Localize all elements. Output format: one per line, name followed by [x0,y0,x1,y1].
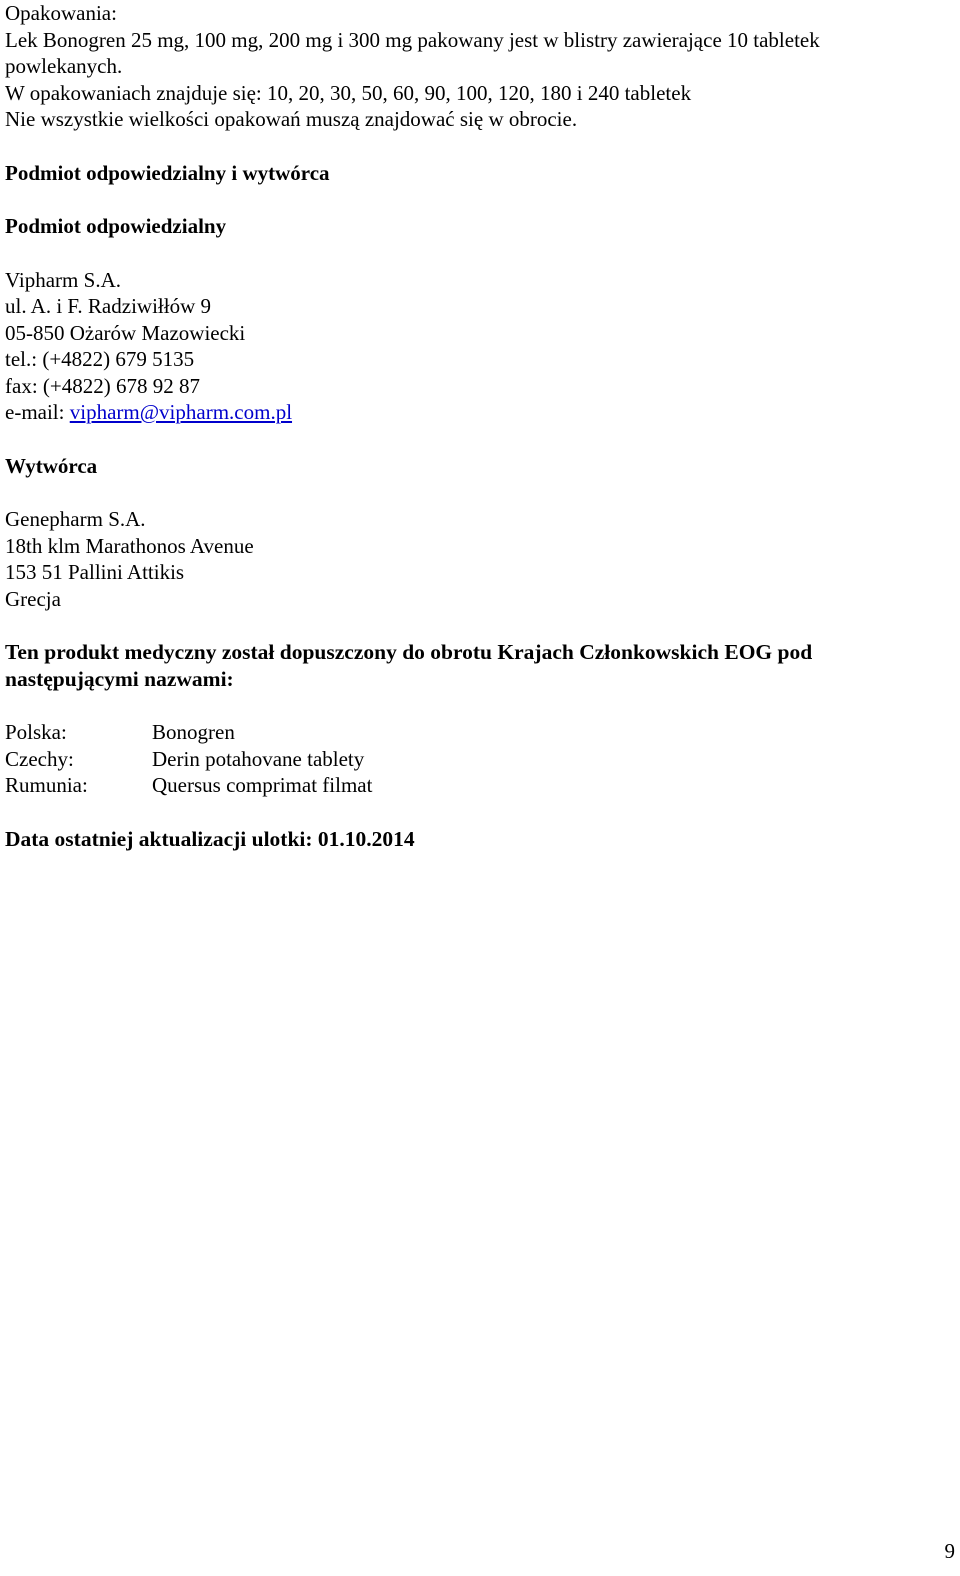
spacer [5,479,945,506]
packaging-line-1: Lek Bonogren 25 mg, 100 mg, 200 mg i 300 mg pakowany jest w blistry zawierające 10 tabletek [5,27,820,52]
spacer [5,426,945,453]
product-name-cell: Bonogren [152,720,235,744]
manufacturer-city: 153 51 Pallini Attikis [5,560,185,584]
spacer [5,799,945,826]
responsible-city: 05-850 Ożarów Mazowiecki [5,320,246,345]
packaging-line-4: Nie wszystkie wielkości opakowań muszą znajdować się w obrocie. [5,107,578,131]
leaflet-page [5,0,945,852]
manufacturer-section [5,453,945,613]
spacer [5,240,945,267]
manufacturer-country: Grecja [5,586,61,611]
responsible-name: Vipharm S.A. [5,267,121,292]
packaging-label: Opakowania: [5,1,117,25]
packaging-line-2: powlekanych. [5,54,123,78]
email-link[interactable]: vipharm@vipharm.com.pl [69,400,293,424]
section-title: Podmiot odpowiedzialny i wytwórca [5,160,330,185]
responsible-tel: tel.: (+4822) 679 5135 [5,347,195,371]
manufacturer-street: 18th klm Marathonos Avenue [5,533,254,558]
eea-section [5,639,945,799]
packaging-line-3: W opakowaniach znajduje się: 10, 20, 30, 50, 60, 90, 100, 120, 180 i 240 tabletek [5,80,692,105]
eea-statement-line-1: Ten produkt medyczny został dopuszczony do obrotu Krajach Członkowskich EOG pod [5,640,813,664]
country-cell: Polska: [5,720,67,744]
page-number: 9 [944,1538,955,1563]
spacer [5,186,945,213]
country-cell: Rumunia: [5,773,88,797]
packaging-section [5,0,945,133]
eea-statement-line-2: następującymi nazwami: [5,666,234,691]
responsible-entity-section [5,213,945,426]
last-update: Data ostatniej aktualizacji ulotki: 01.10.2014 [5,826,415,851]
responsible-fax: fax: (+4822) 678 92 87 [5,373,200,398]
email-label: e-mail: [5,400,70,424]
spacer [5,692,945,719]
responsible-street: ul. A. i F. Radziwiłłów 9 [5,294,211,318]
product-names-table [5,719,945,799]
product-name-cell: Derin potahovane tablety [152,746,365,771]
responsible-heading: Podmiot odpowiedzialny [5,214,227,238]
product-name-cell: Quersus comprimat filmat [152,773,373,797]
spacer [5,133,945,160]
manufacturer-heading: Wytwórca [5,453,98,478]
manufacturer-name: Genepharm S.A. [5,507,146,531]
spacer [5,612,945,639]
country-cell: Czechy: [5,746,74,771]
responsible-email-row [5,399,945,426]
